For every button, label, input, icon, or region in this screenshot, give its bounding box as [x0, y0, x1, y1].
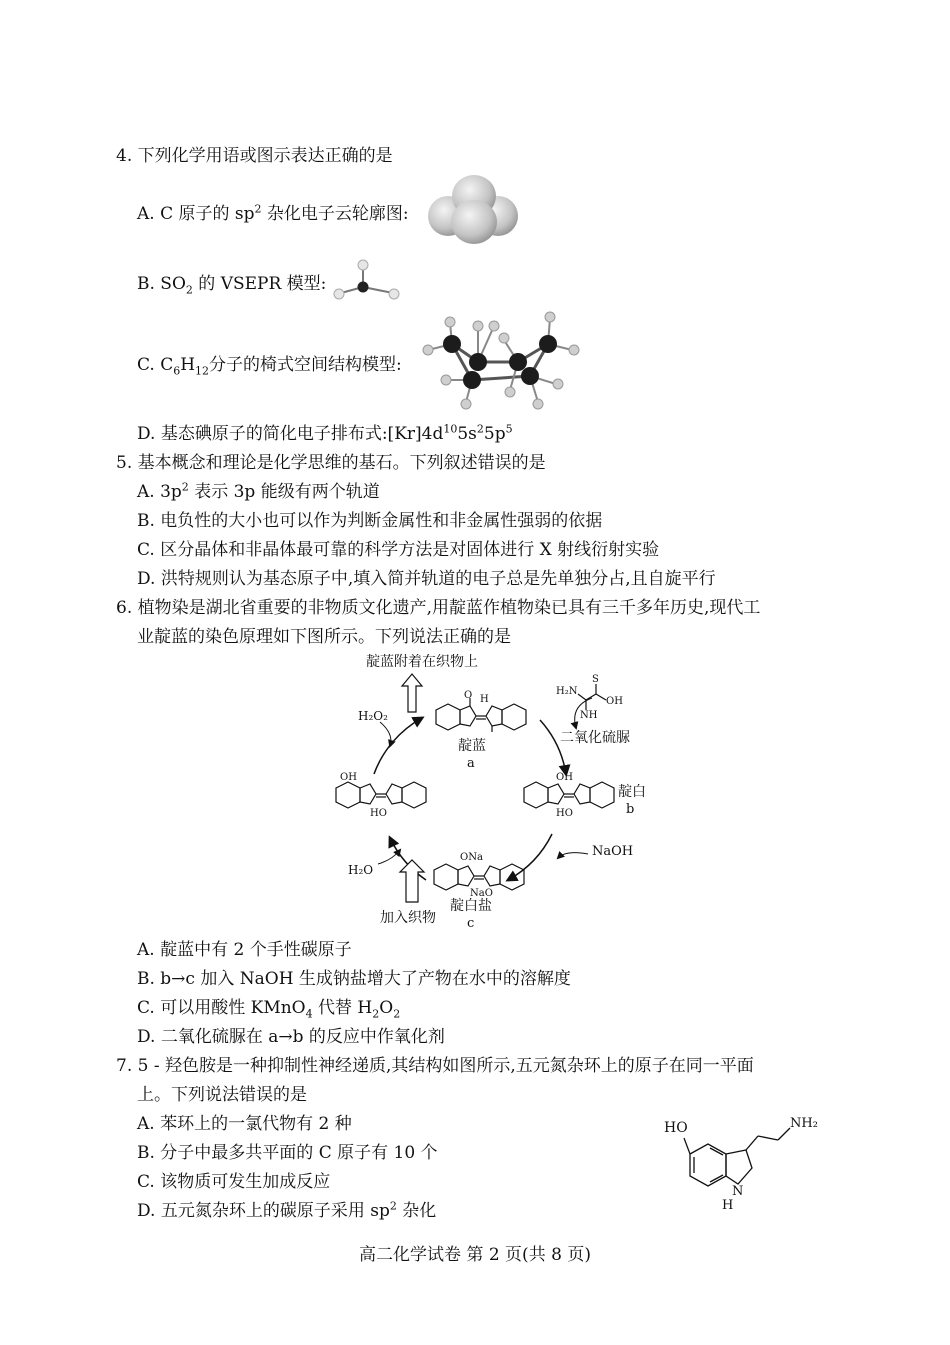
q6-option-a: A. 靛蓝中有 2 个手性碳原子 — [137, 940, 352, 960]
q7-option-a: A. 苯环上的一氯代物有 2 种 — [137, 1114, 352, 1134]
carbon-atom — [463, 371, 481, 389]
q5-option-c: C. 区分晶体和非晶体最可靠的科学方法是对固体进行 X 射线衍射实验 — [137, 540, 660, 560]
leuco-oh-label: OH — [556, 772, 573, 783]
cyclohexane-chair-model-figure — [420, 310, 590, 414]
hydrogen-atom — [533, 399, 543, 409]
nao-label: NaO — [470, 888, 493, 899]
carbon-atom — [443, 335, 461, 353]
h2o2-arrow — [380, 722, 391, 746]
orbital-lobe — [451, 200, 497, 244]
q5-option-b: B. 电负性的大小也可以作为判断金属性和非金属性强弱的依据 — [137, 511, 603, 531]
thiourea-oh-label: OH — [606, 696, 623, 707]
top-label: 靛蓝附着在织物上 — [366, 654, 478, 670]
q4-option-c: C. $C_6H_{12}$分子的椅式空间结构模型: — [137, 355, 402, 378]
q5-option-a: A. $3p^2$ 表示 3p 能级有两个轨道 — [137, 480, 380, 502]
leuco-ho-label: HO — [556, 808, 573, 819]
nh2-label: NH₂ — [790, 1116, 818, 1131]
s-label: S — [592, 674, 599, 685]
h2o-label: H₂O — [348, 863, 374, 877]
h2o2-label: H₂O₂ — [358, 709, 388, 723]
leuco-label: 靛白 — [618, 784, 646, 800]
carbon-atom — [509, 353, 527, 371]
q7-stem-line2: 上。下列说法错误的是 — [137, 1085, 307, 1105]
hydrogen-atom — [499, 333, 509, 343]
left-oh-label: OH — [340, 772, 357, 783]
label-c: c — [467, 916, 475, 931]
serotonin-structure — [660, 1114, 830, 1218]
hydrogen-atom — [473, 321, 483, 331]
up-hollow-arrow-bottom — [400, 860, 424, 902]
carbon-atom — [521, 367, 539, 385]
vsepr-ball — [358, 260, 368, 270]
q6-option-b: B. b→c 加入 NaOH 生成钠盐增大了产物在水中的溶解度 — [137, 969, 571, 989]
indigo-o-label: O — [464, 690, 473, 701]
h2o-arrow — [378, 850, 400, 864]
naoh-arrow — [558, 853, 588, 858]
hydrogen-atom — [489, 321, 499, 331]
h2n-label: H₂N — [556, 686, 578, 697]
indigo-h-label: H — [480, 694, 489, 705]
label-b: b — [626, 802, 635, 817]
hydrogen-atom — [553, 379, 563, 389]
vsepr-center-atom — [358, 282, 369, 293]
q6-option-c: C. 可以用酸性 KMnO$_4$ 代替 $H_2O_2$ — [137, 998, 401, 1021]
sp2-orbital-cloud-figure — [426, 174, 522, 246]
q7-option-d: D. 五元氮杂环上的碳原子采用 $sp^2$ 杂化 — [137, 1199, 437, 1221]
page-footer: 高二化学试卷 第 2 页(共 8 页) — [359, 1245, 591, 1265]
q4-stem: 4. 下列化学用语或图示表达正确的是 — [116, 146, 393, 166]
indigo-label: 靛蓝 — [458, 738, 486, 754]
leuco-salt-label: 靛白盐 — [450, 898, 492, 914]
q5-stem: 5. 基本概念和理论是化学思维的基石。下列叙述错误的是 — [116, 453, 546, 473]
indigo-dyeing-cycle-diagram — [330, 654, 650, 932]
left-ho-label: HO — [370, 808, 387, 819]
reagent-label: 二氧化硫脲 — [560, 730, 630, 746]
q6-stem-line2: 业靛蓝的染色原理如下图所示。下列说法正确的是 — [137, 627, 511, 647]
arrow-b-to-c — [508, 834, 552, 880]
naoh-label: NaOH — [592, 844, 634, 859]
hydrogen-atom — [461, 399, 471, 409]
vsepr-ball — [389, 289, 399, 299]
up-hollow-arrow — [402, 674, 422, 712]
vsepr-ball — [334, 289, 344, 299]
hydrogen-atom — [441, 375, 451, 385]
q7-stem-line1: 7. 5 - 羟色胺是一种抑制性神经递质,其结构如图所示,五元氮杂环上的原子在同一平面 — [116, 1056, 754, 1076]
q4-option-d: D. 基态碘原子的简化电子排布式$:[Kr]4d^{10}5s^25p^5$ — [137, 422, 513, 444]
q4-option-a: A. C 原子的 $sp^2$ 杂化电子云轮廓图: — [137, 202, 409, 224]
ho-label: HO — [664, 1120, 688, 1136]
hydrogen-atom — [505, 387, 515, 397]
add-fabric-label: 加入织物 — [380, 910, 436, 926]
carbon-atom — [539, 335, 557, 353]
q6-stem-line1: 6. 植物染是湖北省重要的非物质文化遗产,用靛蓝作植物染已具有三千多年历史,现代工 — [116, 598, 761, 618]
hydrogen-atom — [545, 312, 555, 322]
q7-option-b: B. 分子中最多共平面的 C 原子有 10 个 — [137, 1143, 438, 1163]
hydrogen-atom — [423, 345, 433, 355]
ona-label: ONa — [460, 852, 483, 863]
n-label: N — [732, 1184, 744, 1199]
q6-option-d: D. 二氧化硫脲在 a→b 的反应中作氧化剂 — [137, 1027, 445, 1047]
nh-label: NH — [580, 710, 598, 721]
q5-option-d: D. 洪特规则认为基态原子中,填入简并轨道的电子总是先单独分占,且自旋平行 — [137, 569, 716, 589]
carbon-atom — [469, 353, 487, 371]
so2-vsepr-model-figure — [327, 256, 403, 304]
hydrogen-atom — [569, 345, 579, 355]
hydrogen-atom — [445, 317, 455, 327]
h-label: H — [722, 1198, 734, 1213]
q4-option-b: B. $SO_2$ 的 VSEPR 模型: — [137, 274, 327, 297]
arrow-left-to-a — [374, 718, 422, 774]
label-a: a — [467, 756, 475, 771]
q7-option-c: C. 该物质可发生加成反应 — [137, 1172, 331, 1192]
arrow-a-to-b — [540, 720, 566, 774]
